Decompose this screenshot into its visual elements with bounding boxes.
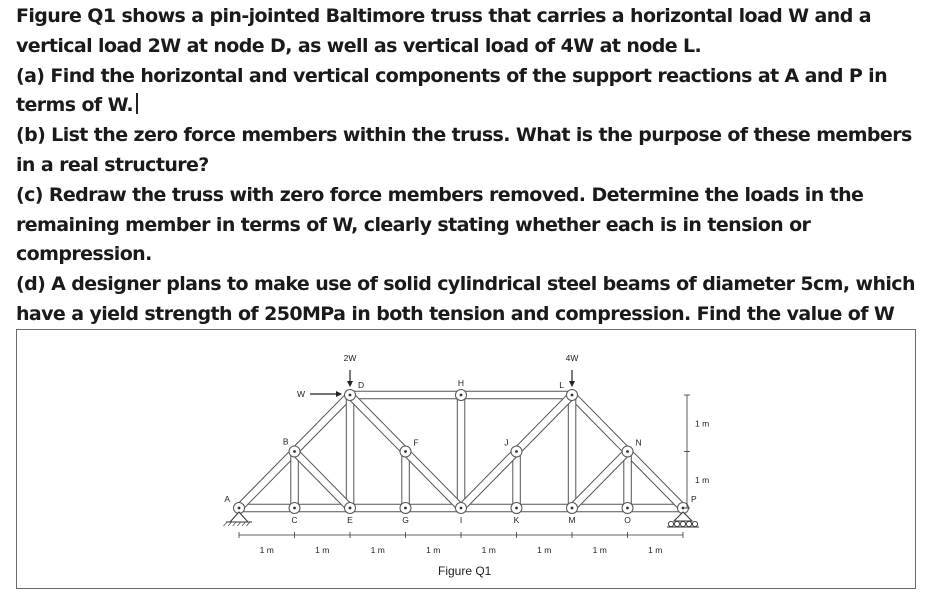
node-label-b: B [282,436,289,447]
member-JL [514,392,575,454]
joint-pin-c [293,507,296,510]
member-NP [625,449,686,511]
span-label: 1 m [592,545,607,555]
truss-dimensions [239,395,709,555]
member-EG [350,504,406,512]
node-label-e: E [347,515,353,525]
ground-hatch-a [228,522,232,526]
node-label-j: J [504,437,509,448]
member-AB [236,449,297,511]
height-label: 1 m [695,474,710,485]
height-label: 1 m [695,418,710,429]
joint-pin-p [682,507,685,510]
figure-q1 [16,329,916,589]
joint-pin-k [515,507,518,510]
question-part-a [16,62,921,122]
member-FI [403,449,464,511]
node-label-a: A [224,494,230,504]
member-HI [457,395,465,508]
joint-pin-f [404,450,407,453]
node-label-i: I [459,515,463,525]
joint-pin-d [349,394,352,397]
node-label-n: N [635,437,642,448]
joint-pin-m [571,507,574,510]
load-label-w-d: W [297,389,306,399]
joint-pin-l [571,394,574,397]
member-BD [292,392,353,454]
joint-pin-i [460,507,463,510]
span-label: 1 m [370,545,385,555]
text-cursor [136,93,138,114]
span-label: 1 m [481,545,496,555]
member-BE [292,449,353,511]
question-part-c: (c) Redraw the truss with zero force members removed. Determine the loads in the remaining member in terms of W, clearly stating whether each is in tension or compression. [16,183,864,266]
roller-p [680,521,685,526]
joint-pin-h [460,394,463,397]
node-label-c: C [291,515,298,525]
span-label: 1 m [259,545,274,555]
joint-pin-o [626,507,629,510]
member-MN [569,449,630,511]
node-label-m: M [568,515,576,525]
ground-hatch-a [247,522,251,526]
ground-hatch-a [237,522,241,526]
joint-pin-g [404,507,407,510]
span-label: 1 m [315,545,330,555]
ground-hatch-a [224,522,228,526]
node-label-k: K [513,515,520,525]
figure-caption: Figure Q1 [438,564,492,578]
member-DH [350,391,461,399]
member-HL [461,391,572,399]
member-DF [347,392,408,454]
ground-hatch-a [233,522,237,526]
node-label-o: O [624,515,631,525]
span-label: 1 m [537,545,552,555]
question-part-a-text: (a) Find the horizontal and vertical components of the support reactions at A and P in terms of W. [16,64,888,117]
roller-p [668,521,673,526]
joint-pin-e [349,507,352,510]
joint-pin-b [293,450,296,453]
load-label-4w-l: 4W [565,353,579,363]
node-label-h: H [457,378,465,388]
truss-diagram [17,330,917,590]
span-label: 1 m [648,545,663,555]
question-part-d: (d) A designer plans to make use of solid cylindrical steel beams of diameter 5cm, which have a yield strength of 250MPa in both tension and compression. Find the value of W [16,273,915,325]
load-label-2w-d: 2W [343,353,357,363]
roller-p [686,521,691,526]
node-label-g: G [402,515,409,525]
node-label-p: P [691,494,697,504]
member-LM [568,395,576,508]
roller-p [674,521,679,526]
pin-support-a [230,512,248,522]
member-DE [346,395,354,508]
joint-pin-j [515,450,518,453]
member-KM [517,504,573,512]
question-part-b: (b) List the zero force members within the truss. What is the purpose of these members in a real structure? [16,124,912,176]
member-IJ [458,449,519,511]
node-label-f: F [413,437,419,448]
joint-pin-a [238,507,241,510]
roller-p [692,521,697,526]
joint-pin-n [626,450,629,453]
roller-support-p [674,512,692,521]
ground-hatch-a [242,522,246,526]
question-text [16,2,921,360]
member-LN [569,392,630,454]
span-label: 1 m [426,545,441,555]
node-label-d: D [358,380,365,390]
node-label-l: L [559,380,564,390]
question-intro: Figure Q1 shows a pin-jointed Baltimore truss that carries a horizontal load W and a vertical load 2W at node D, as well as vertical load of 4W at node L. [16,5,871,57]
truss-members [236,391,685,512]
